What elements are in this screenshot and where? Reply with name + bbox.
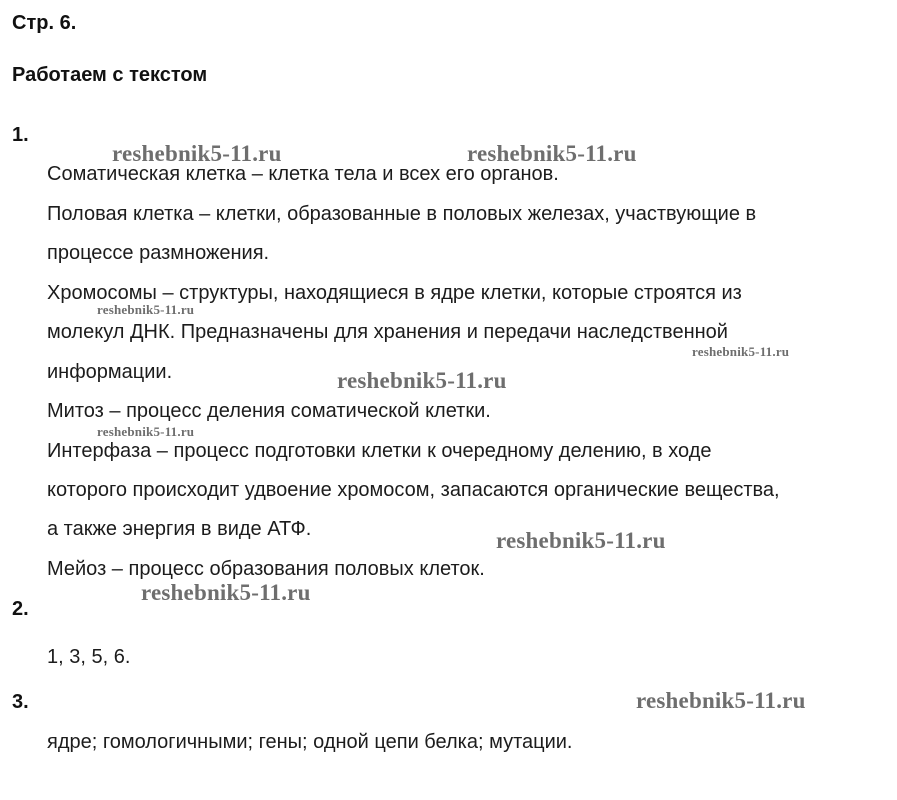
answer-line: Интерфаза – процесс подготовки клетки к очередному делению, в ходе [47, 440, 712, 462]
page-number: Стр. 6. [12, 12, 77, 34]
section-title: Работаем с текстом [12, 64, 208, 86]
task-number: 3. [12, 691, 29, 713]
answer-line: молекул ДНК. Предназначены для хранения и передачи наследственной [47, 321, 728, 343]
watermark: reshebnik5-11.ru [467, 141, 637, 166]
answer-line: Соматическая клетка – клетка тела и всех его органов. [47, 163, 559, 185]
watermark: reshebnik5-11.ru [496, 528, 666, 553]
answer-line: 1, 3, 5, 6. [47, 646, 131, 668]
answer-line: процессе размножения. [47, 242, 270, 264]
answer-line: Хромосомы – структуры, находящиеся в ядре клетки, которые строятся из [47, 282, 742, 304]
watermark: reshebnik5-11.ru [112, 141, 282, 166]
answer-line: Мейоз – процесс образования половых клеток. [47, 558, 485, 580]
answer-line: которого происходит удвоение хромосом, запасаются органические вещества, [47, 479, 780, 501]
watermark: reshebnik5-11.ru [141, 580, 311, 605]
answer-line: Половая клетка – клетки, образованные в половых железах, участвующие в [47, 203, 757, 225]
watermark: reshebnik5-11.ru [692, 344, 790, 359]
watermark: reshebnik5-11.ru [97, 302, 195, 317]
watermark: reshebnik5-11.ru [337, 368, 507, 393]
watermark: reshebnik5-11.ru [97, 424, 195, 439]
task-number: 2. [12, 598, 29, 620]
answer-line: Митоз – процесс деления соматической клетки. [47, 400, 491, 422]
task-number: 1. [12, 124, 29, 146]
answer-line: а также энергия в виде АТФ. [47, 518, 312, 540]
watermark: reshebnik5-11.ru [636, 688, 806, 713]
answer-line: ядре; гомологичными; гены; одной цепи белка; мутации. [47, 731, 573, 753]
answer-line: информации. [47, 361, 173, 383]
